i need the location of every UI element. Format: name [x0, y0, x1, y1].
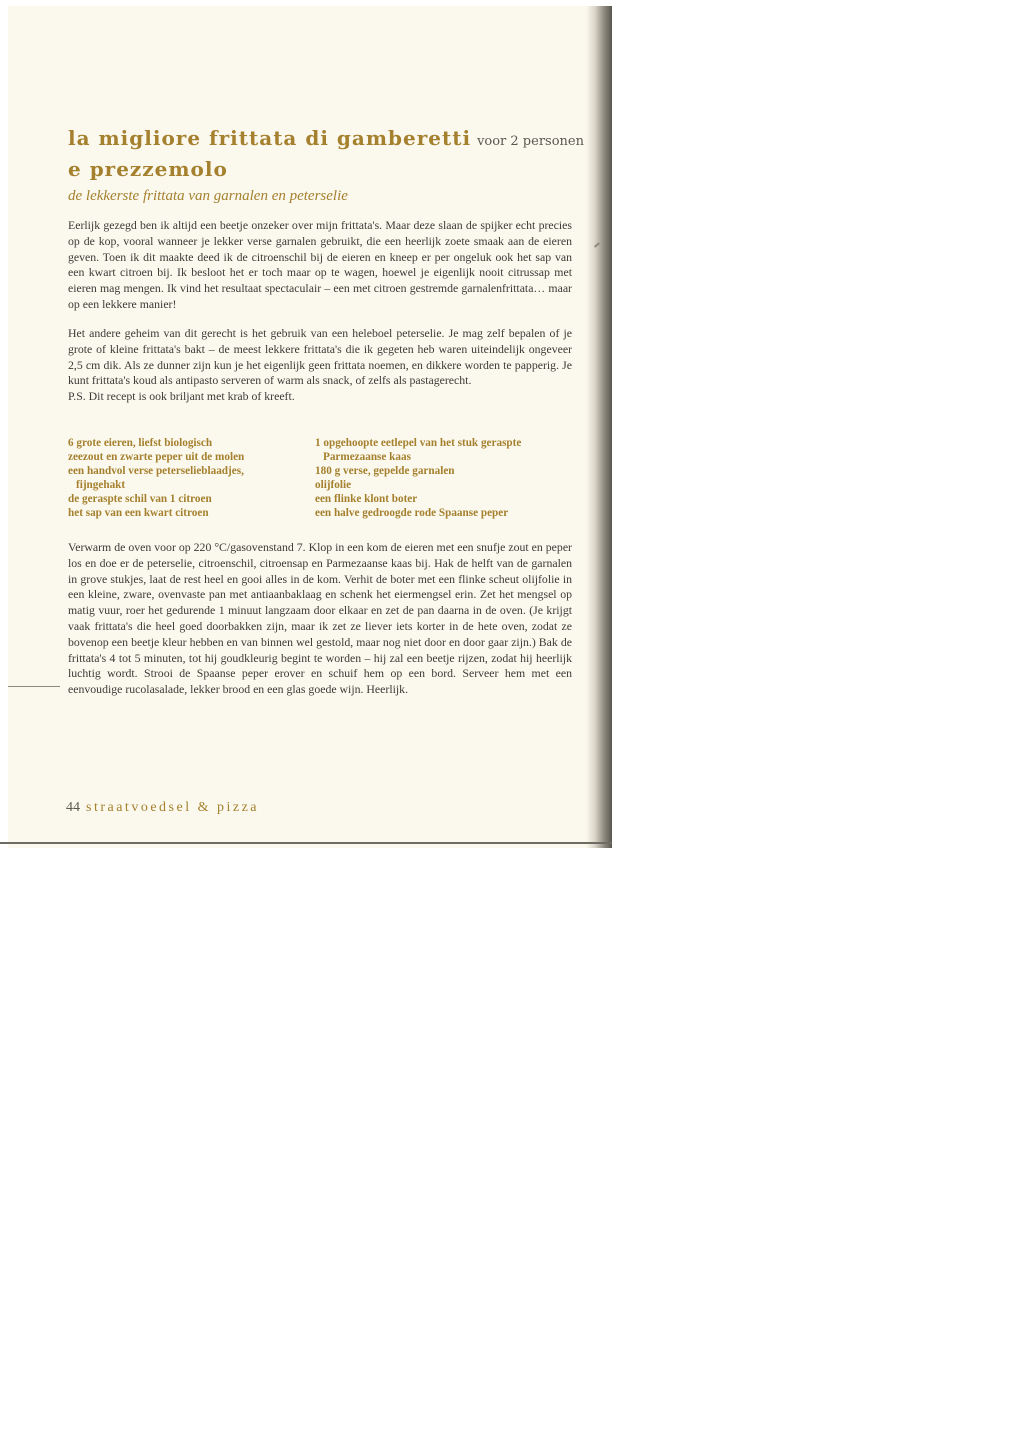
- ingredient-item: 180 g verse, gepelde garnalen: [315, 465, 455, 477]
- ingredient-item: olijfolie: [315, 479, 352, 491]
- intro-paragraph-1: Eerlijk gezegd ben ik altijd een beetje onzeker over mijn frittata's. Maar deze slaan de spijker echt precies op de kop, vooral wanneer je lekker verse garnalen gebruikt, die een heerlijk zoete smaak aan de eieren geven. Toen ik dit maakte deed ik de citroenschil bij de eieren en kneep er per ongeluk ook het sap van een kwart citroen bij. Ik besloot het er toch maar op te wagen, hoewel je eigenlijk nooit citrussap met eieren mag mengen. Ik vind het resultaat spectaculair – een met citroen gestremde garnalenfrittata… maar op een lekkere manier!: [68, 218, 572, 311]
- ingredient-item: het sap van een kwart citroen: [68, 507, 209, 519]
- ingredients-column-right: [315, 436, 575, 520]
- recipe-title-text: la migliore frittata di gamberetti: [68, 126, 472, 150]
- book-spine-shadow: [586, 6, 612, 848]
- page-edge-line: [0, 842, 612, 844]
- ingredient-item: zeezout en zwarte peper uit de molen: [68, 451, 245, 463]
- recipe-subtitle: de lekkerste frittata van garnalen en peterselie: [68, 188, 348, 204]
- ingredient-item: fijngehakt: [76, 479, 126, 491]
- intro-paragraph-2: Het andere geheim van dit gerecht is het gebruik van een heleboel peterselie. Je mag zelf bepalen of je grote of kleine frittata's bakt – de meest lekkere frittata's die ik gegeten heb waren uiteindelijk ongeveer 2,5 cm dik. Als ze dunner zijn kun je het eigenlijk geen frittata noemen, en dikkere worden te papperig. Je kunt frittata's koud als antipasto serveren of warm als snack, of zelfs als pastagerecht.: [68, 326, 572, 388]
- recipe-title-block: [68, 124, 588, 208]
- recipe-title-line1: [68, 124, 588, 156]
- page-number: 44: [66, 800, 80, 815]
- ingredient-item: een halve gedroogde rode Spaanse peper: [315, 507, 509, 519]
- ingredient-item: 1 opgehoopte eetlepel van het stuk geraspte: [315, 437, 522, 449]
- recipe-title-line2: e prezzemolo: [68, 157, 228, 181]
- ingredients-column-left: [68, 436, 308, 520]
- ingredient-item: 6 grote eieren, liefst biologisch: [68, 437, 213, 449]
- page-footer: [66, 800, 259, 816]
- ingredient-item: Parmezaanse kaas: [323, 451, 411, 463]
- scan-mark: [8, 686, 60, 687]
- intro-paragraph-2-block: [68, 326, 572, 405]
- ingredient-item: een handvol verse peterselieblaadjes,: [68, 465, 244, 477]
- postscript: P.S. Dit recept is ook briljant met krab of kreeft.: [68, 389, 295, 404]
- ingredient-item: de geraspte schil van 1 citroen: [68, 493, 212, 505]
- ingredient-item: een flinke klont boter: [315, 493, 418, 505]
- book-page: [8, 6, 612, 848]
- servings-label: voor 2 personen: [477, 134, 584, 149]
- section-name: straatvoedsel & pizza: [86, 800, 260, 815]
- method-paragraph: Verwarm de oven voor op 220 °C/gasovenstand 7. Klop in een kom de eieren met een snufje zout en peper los en doe er de peterselie, citroenschil, citroensap en Parmezaanse kaas bij. Hak de helft van de garnalen in grove stukjes, laat de rest heel en gooi alles in de kom. Verhit de boter met een flinke scheut olijfolie in een kleine, zware, ovenvaste pan met antiaanbaklaag en schenk het eiermengsel erin. Zet het mengsel op matig vuur, roer het gedurende 1 minuut langzaam door elkaar en zet de pan daarna in de oven. (Je krijgt vaak frittata's die heel goed doorbakken zijn, maar ik zet ze liever iets korter in de hete oven, zodat ze bovenop een beetje kleur hebben en van binnen wel gestold, maar nog niet door en door gaar zijn.) Bak de frittata's 4 tot 5 minuten, tot hij goudkleurig begint te worden – hij zal een beetje rijzen, zodat hij heerlijk luchtig wordt. Strooi de Spaanse peper erover en schuif hem op een bord. Serveer hem met een eenvoudige rucolasalade, lekker brood en een glas goede wijn. Heerlijk.: [68, 540, 572, 697]
